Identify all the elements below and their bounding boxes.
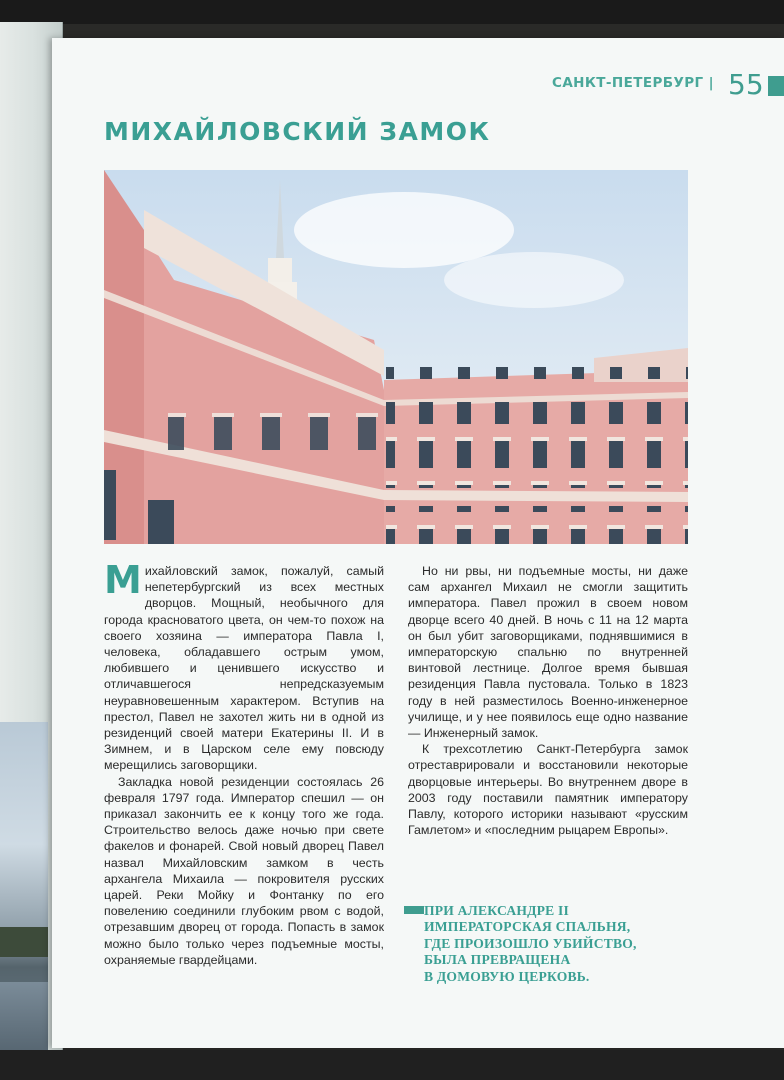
paragraph <box>104 558 384 774</box>
pull-quote <box>404 903 664 985</box>
pull-quote-marker <box>404 906 424 914</box>
castle-photo <box>104 170 688 544</box>
article-left-column <box>104 558 384 968</box>
scan-bottom-edge <box>0 1050 784 1080</box>
paragraph: К трехсотлетию Санкт-Петербурга замок отреставрировали и восстановили некоторые дворцовые интерьеры. Во внутреннем дворе в 2003 году поставили памятник императору Павлу, которого историки называют «русским Гамлетом» и «последним рыцарем Европы». <box>408 742 688 838</box>
paragraph-text: ихайловский замок, пожалуй, самый непетербургский из всех местных дворцов. Мощный, необычного для города красноватого цвета, он чем-то похож на своего хозяина — императора Павла I, человека, обладавшего острым умом, любившего и ценившего искусство и отличавшегося непредсказуемым неуравновешенным характером. Вступив на престол, Павел не захотел жить ни в одной из резиденций своей матери Екатерины II. И в Зимнем, и в Царском селе ему повсюду мерещились заговорщики. <box>104 564 384 773</box>
scan-top-edge <box>0 0 784 24</box>
running-head: САНКТ-ПЕТЕРБУРГ | <box>552 75 714 91</box>
pull-quote-line: ГДЕ ПРОИЗОШЛО УБИЙСТВО, <box>424 935 637 951</box>
book-page <box>52 38 784 1048</box>
article-right-column <box>408 563 688 838</box>
pull-quote-line: БЫЛА ПРЕВРАЩЕНА <box>424 952 571 968</box>
page-number: 55 <box>728 68 764 101</box>
paragraph: Закладка новой резиденции состоялась 26 февраля 1797 года. Император спешил — он приказал закончить ее к концу того же года. Строительство велось даже ночью при свете факелов и фонарей. Свой новый дворец Павел назвал Михайловским замком в честь архангела Михаила — покровителя русских царей. Реки Мойку и Фонтанку по его повелению соединили глубоким рвом с водой, отрезавшим дворец от города. Попасть в замок можно было только через подъемные мосты, охраняемые гвардейцами. <box>104 774 384 967</box>
page-number-tab <box>768 76 784 96</box>
page-title: МИХАЙЛОВСКИЙ ЗАМОК <box>104 117 491 146</box>
pull-quote-line: ПРИ АЛЕКСАНДРЕ II <box>424 903 570 918</box>
left-page-trees <box>0 927 48 957</box>
paragraph: Но ни рвы, ни подъемные мосты, ни даже сам архангел Михаил не смогли защитить императора. Павел прожил в своем новом дворце всего 40 дней. В ночь с 11 на 12 марта он был убит заговорщиками, поднявшимися в императорскую спальню по внутренней винтовой лестнице. Долгое время бывшая резиденция Павла пустовала. Только в 1823 году в ней разместилось Военно-инженерное училище, и у нее появилось еще одно название — Инженерный замок. <box>408 564 688 741</box>
pull-quote-line: ИМПЕРАТОРСКАЯ СПАЛЬНЯ, <box>424 919 631 935</box>
dropcap: М <box>104 558 142 602</box>
pull-quote-line: В ДОМОВУЮ ЦЕРКОВЬ. <box>424 968 590 984</box>
